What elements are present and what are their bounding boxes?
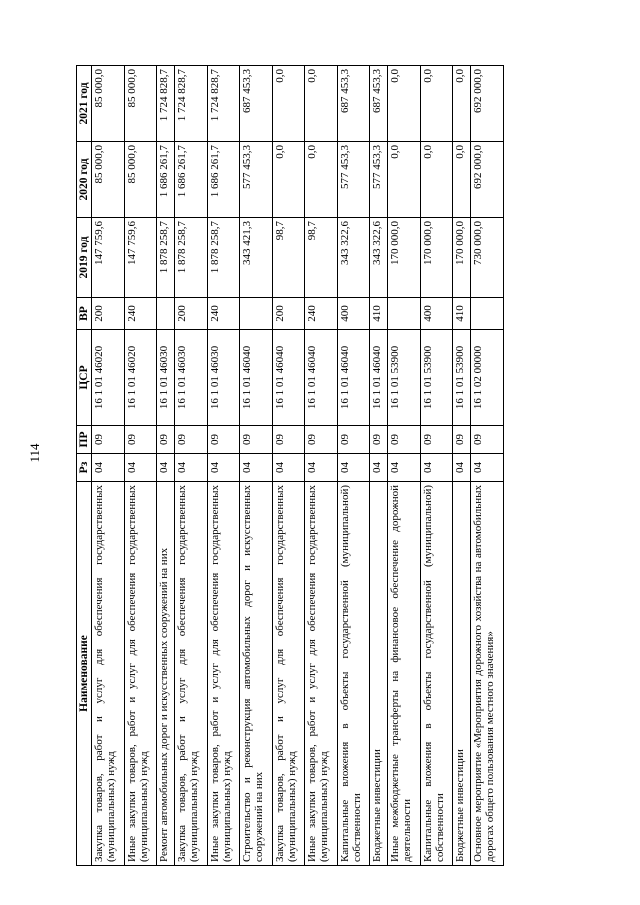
header-2021: 2021 год [77, 66, 92, 142]
cell-2019: 343 421,3 [240, 218, 273, 298]
cell-2021: 1 724 828,7 [157, 66, 175, 142]
cell-vr [240, 298, 273, 330]
header-pr: ПР [77, 426, 92, 454]
cell-csr: 16 1 01 46030 [207, 330, 240, 426]
cell-csr: 16 1 02 00000 [471, 330, 504, 426]
table-row [420, 66, 453, 866]
cell-2020: 1 686 261,7 [175, 142, 208, 218]
table-row [272, 66, 305, 866]
cell-csr: 16 1 01 46040 [305, 330, 338, 426]
cell-2020: 0,0 [388, 142, 421, 218]
header-row [77, 66, 92, 866]
cell-name: Капитальные вложения в объекты государственной (муниципальной) собственности [420, 482, 453, 866]
cell-pr: 09 [337, 426, 370, 454]
cell-2019: 730 000,0 [471, 218, 504, 298]
table-row [92, 66, 125, 866]
cell-rz: 04 [453, 454, 471, 482]
cell-2020: 577 453,3 [337, 142, 370, 218]
cell-2019: 1 878 258,7 [175, 218, 208, 298]
cell-vr: 410 [453, 298, 471, 330]
header-name: Наименование [77, 482, 92, 866]
cell-2020: 85 000,0 [92, 142, 125, 218]
cell-2019: 147 759,6 [92, 218, 125, 298]
cell-vr: 200 [272, 298, 305, 330]
cell-rz: 04 [157, 454, 175, 482]
cell-vr: 200 [92, 298, 125, 330]
cell-csr: 16 1 01 53900 [453, 330, 471, 426]
cell-2021: 687 453,3 [337, 66, 370, 142]
cell-pr: 09 [388, 426, 421, 454]
table-row [471, 66, 504, 866]
cell-2019: 147 759,6 [124, 218, 157, 298]
table-row [453, 66, 471, 866]
table-body [92, 66, 504, 866]
table-row [124, 66, 157, 866]
table-row [370, 66, 388, 866]
cell-2021: 0,0 [420, 66, 453, 142]
cell-2020: 85 000,0 [124, 142, 157, 218]
table-row [305, 66, 338, 866]
cell-pr: 09 [157, 426, 175, 454]
cell-pr: 09 [124, 426, 157, 454]
cell-rz: 04 [175, 454, 208, 482]
cell-2019: 343 322,6 [370, 218, 388, 298]
cell-csr: 16 1 01 46030 [157, 330, 175, 426]
header-rz: Рз [77, 454, 92, 482]
table-row [240, 66, 273, 866]
cell-rz: 04 [124, 454, 157, 482]
header-2019: 2019 год [77, 218, 92, 298]
cell-csr: 16 1 01 46040 [370, 330, 388, 426]
cell-vr: 240 [124, 298, 157, 330]
cell-2021: 1 724 828,7 [175, 66, 208, 142]
cell-csr: 16 1 01 46040 [240, 330, 273, 426]
cell-vr: 240 [207, 298, 240, 330]
cell-pr: 09 [420, 426, 453, 454]
cell-pr: 09 [240, 426, 273, 454]
cell-2020: 0,0 [453, 142, 471, 218]
cell-pr: 09 [471, 426, 504, 454]
page-number: 114 [27, 443, 42, 463]
cell-rz: 04 [207, 454, 240, 482]
cell-csr: 16 1 01 46020 [124, 330, 157, 426]
cell-2020: 0,0 [272, 142, 305, 218]
cell-2021: 85 000,0 [124, 66, 157, 142]
header-vr: ВР [77, 298, 92, 330]
cell-csr: 16 1 01 46040 [337, 330, 370, 426]
cell-csr: 16 1 01 53900 [388, 330, 421, 426]
header-csr: ЦСР [77, 330, 92, 426]
cell-rz: 04 [388, 454, 421, 482]
cell-vr [471, 298, 504, 330]
budget-table [76, 65, 504, 866]
cell-name: Ремонт автомобильных дорог и искусственных сооружений на них [157, 482, 175, 866]
cell-2021: 687 453,3 [240, 66, 273, 142]
cell-pr: 09 [453, 426, 471, 454]
cell-vr: 200 [175, 298, 208, 330]
cell-rz: 04 [240, 454, 273, 482]
cell-2021: 692 000,0 [471, 66, 504, 142]
cell-rz: 04 [305, 454, 338, 482]
cell-name: Закупка товаров, работ и услуг для обеспечения государственных (муниципальных) нужд [92, 482, 125, 866]
cell-vr: 400 [337, 298, 370, 330]
cell-name: Иные закупки товаров, работ и услуг для обеспечения государственных (муниципальных) нужд [124, 482, 157, 866]
cell-2019: 1 878 258,7 [157, 218, 175, 298]
cell-2020: 1 686 261,7 [157, 142, 175, 218]
cell-name: Бюджетные инвестиции [370, 482, 388, 866]
cell-csr: 16 1 01 46020 [92, 330, 125, 426]
cell-pr: 09 [272, 426, 305, 454]
cell-2020: 692 000,0 [471, 142, 504, 218]
cell-name: Строительство и реконструкция автомобильных дорог и искусственных сооружений на них [240, 482, 273, 866]
cell-2021: 0,0 [453, 66, 471, 142]
cell-2020: 577 453,3 [370, 142, 388, 218]
cell-csr: 16 1 01 46040 [272, 330, 305, 426]
cell-pr: 09 [207, 426, 240, 454]
cell-name: Закупка товаров, работ и услуг для обеспечения государственных (муниципальных) нужд [175, 482, 208, 866]
cell-2019: 170 000,0 [453, 218, 471, 298]
cell-rz: 04 [370, 454, 388, 482]
cell-2019: 170 000,0 [420, 218, 453, 298]
cell-rz: 04 [92, 454, 125, 482]
header-2020: 2020 год [77, 142, 92, 218]
cell-name: Бюджетные инвестиции [453, 482, 471, 866]
cell-2021: 687 453,3 [370, 66, 388, 142]
cell-2021: 0,0 [272, 66, 305, 142]
table-row [388, 66, 421, 866]
budget-table-wrapper [76, 66, 504, 866]
cell-rz: 04 [471, 454, 504, 482]
cell-name: Иные закупки товаров, работ и услуг для обеспечения государственных (муниципальных) нужд [207, 482, 240, 866]
cell-name: Иные закупки товаров, работ и услуг для обеспечения государственных (муниципальных) нужд [305, 482, 338, 866]
cell-2019: 343 322,6 [337, 218, 370, 298]
cell-2020: 0,0 [420, 142, 453, 218]
cell-name: Капитальные вложения в объекты государственной (муниципальной) собственности [337, 482, 370, 866]
cell-2021: 0,0 [305, 66, 338, 142]
cell-rz: 04 [337, 454, 370, 482]
table-row [207, 66, 240, 866]
cell-pr: 09 [92, 426, 125, 454]
cell-vr [388, 298, 421, 330]
cell-2020: 0,0 [305, 142, 338, 218]
cell-2019: 98,7 [305, 218, 338, 298]
cell-vr: 400 [420, 298, 453, 330]
cell-2021: 0,0 [388, 66, 421, 142]
cell-name: Основное мероприятие «Мероприятия дорожного хозяйства на автомобильных дорогах общего пользования местного значения» [471, 482, 504, 866]
cell-pr: 09 [175, 426, 208, 454]
cell-2019: 1 878 258,7 [207, 218, 240, 298]
table-row [337, 66, 370, 866]
cell-pr: 09 [370, 426, 388, 454]
table-row [157, 66, 175, 866]
cell-2019: 98,7 [272, 218, 305, 298]
cell-vr: 240 [305, 298, 338, 330]
cell-pr: 09 [305, 426, 338, 454]
cell-vr: 410 [370, 298, 388, 330]
cell-2020: 1 686 261,7 [207, 142, 240, 218]
cell-vr [157, 298, 175, 330]
cell-2021: 1 724 828,7 [207, 66, 240, 142]
cell-2019: 170 000,0 [388, 218, 421, 298]
cell-csr: 16 1 01 46030 [175, 330, 208, 426]
cell-rz: 04 [272, 454, 305, 482]
cell-name: Закупка товаров, работ и услуг для обеспечения государственных (муниципальных) нужд [272, 482, 305, 866]
cell-rz: 04 [420, 454, 453, 482]
cell-2020: 577 453,3 [240, 142, 273, 218]
cell-csr: 16 1 01 53900 [420, 330, 453, 426]
cell-name: Иные межбюджетные трансферты на финансовое обеспечение дорожной деятельности [388, 482, 421, 866]
table-row [175, 66, 208, 866]
cell-2021: 85 000,0 [92, 66, 125, 142]
